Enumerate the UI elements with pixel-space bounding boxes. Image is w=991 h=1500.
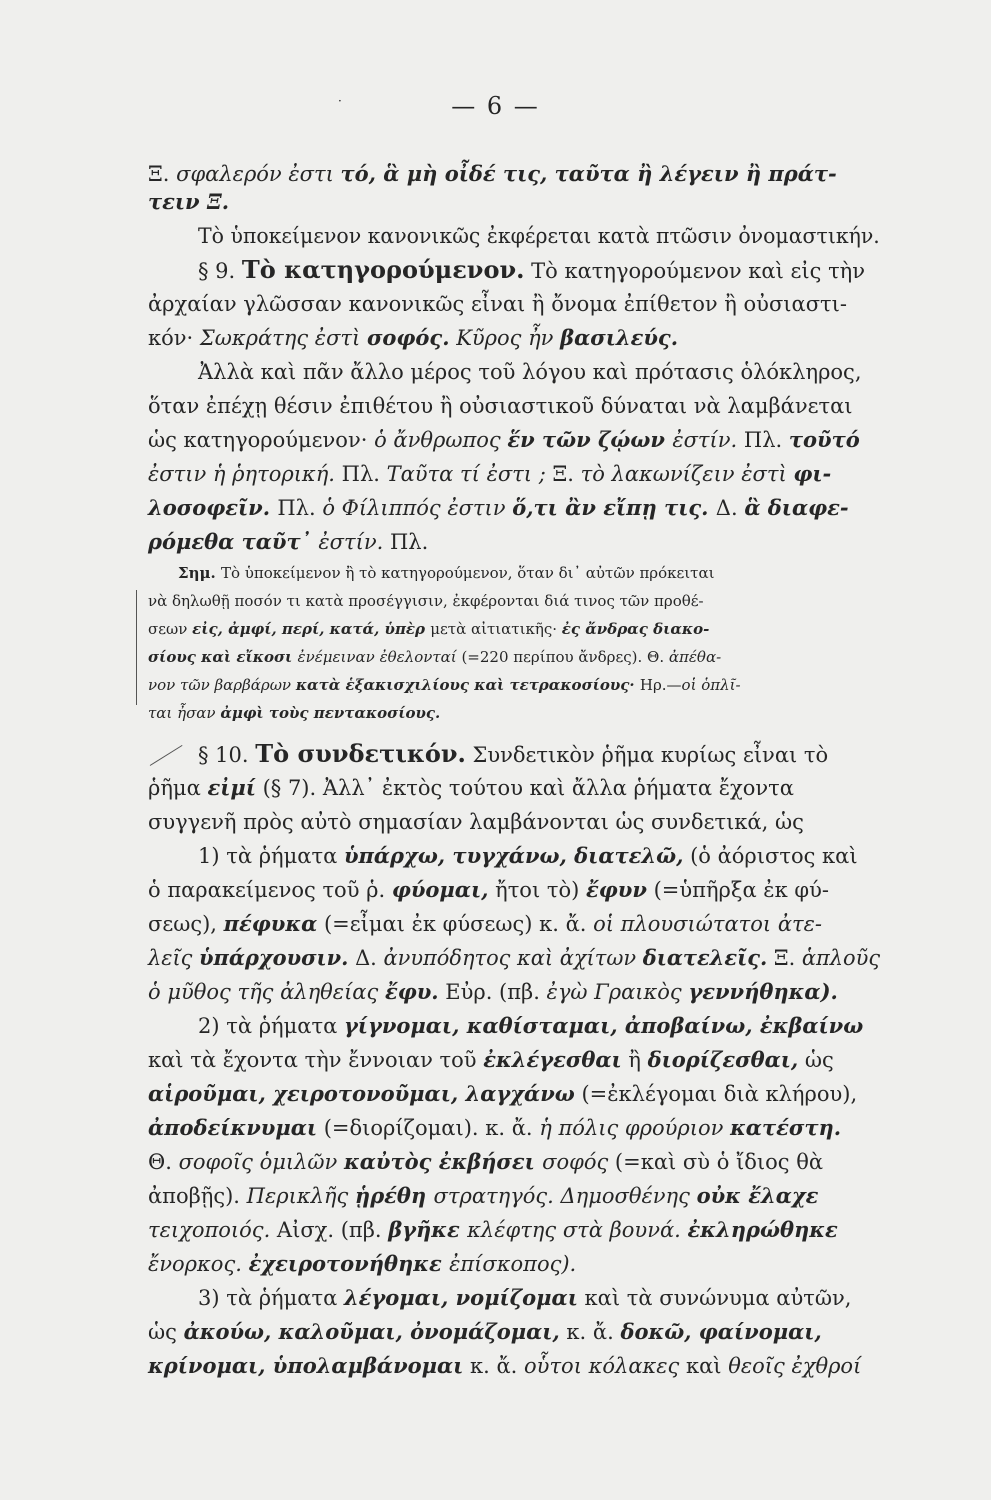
text-line: ὡς κατηγορούμενον· ὁ ἄνθρωπος ἕν τῶν ζῴων ἐστίν. Πλ. τοῦτό	[148, 427, 860, 452]
text-line: κρίνομαι, ὑπολαμβάνομαι κ. ἄ. οὗτοι κόλακες καὶ θεοῖς ἐχθροί	[148, 1353, 862, 1378]
note-line: Σημ. Τὸ ὑποκείμενον ἢ τὸ κατηγορούμενον, ὅταν δι᾽ αὐτῶν πρόκειται	[178, 564, 715, 582]
text-line: λοσοφεῖν. Πλ. ὁ Φίλιππός ἐστιν ὅ,τι ἂν εἴπῃ τις. Δ. ἃ διαφε-	[148, 495, 849, 520]
text-line: αἱροῦμαι, χειροτονοῦμαι, λαγχάνω (=ἐκλέγομαι διὰ κλήρου),	[148, 1081, 858, 1106]
text-line: ὁ παρακείμενος τοῦ ῥ. φύομαι, ἤτοι τὸ) ἔφυν (=ὑπῆρξα ἐκ φύ-	[148, 877, 829, 902]
text-line: ὁ μῦθος τῆς ἀληθείας ἔφυ. Εὐρ. (πβ. ἐγὼ Γραικὸς γεννήθηκα).	[148, 979, 838, 1004]
text-line: ἀρχαίαν γλῶσσαν κανονικῶς εἶναι ἢ ὄνομα ἐπίθετον ἢ οὐσιαστι-	[148, 292, 847, 316]
text-line: Τὸ ὑποκείμενον κανονικῶς ἐκφέρεται κατὰ πτῶσιν ὀνομαστικήν.	[198, 224, 880, 248]
text-line: Ξ. σφαλερόν ἐστι τό, ἃ μὴ οἶδέ τις, ταῦτα ἢ λέγειν ἢ πράτ-	[148, 161, 837, 186]
text-line: ἐστιν ἡ ῥητορική. Πλ. Ταῦτα τί ἐστι ; Ξ. τὸ λακωνίζειν ἐστὶ φι-	[148, 461, 832, 486]
text-line: ἀποβῇς). Περικλῆς ᾑρέθη στρατηγός. Δημοσθένης οὐκ ἔλαχε	[148, 1183, 819, 1208]
text-line: 3) τὰ ῥήματα λέγομαι, νομίζομαι καὶ τὰ συνώνυμα αὐτῶν,	[198, 1285, 852, 1310]
page-number: — 6 —	[451, 92, 540, 120]
text-line: συγγενῆ πρὸς αὐτὸ σημασίαν λαμβάνονται ὡς συνδετικά, ὡς	[148, 810, 804, 834]
page-dot: ·	[338, 94, 342, 108]
note-line: νον τῶν βαρβάρων κατὰ ἑξακισχιλίους καὶ τετρακοσίους· Ηρ.—οἱ ὁπλῖ-	[148, 676, 741, 694]
note-line: σεων εἰς, ἀμφί, περί, κατά, ὑπὲρ μετὰ αἰτιατικῆς· ἐς ἄνδρας διακο-	[148, 620, 710, 638]
text-line: 1) τὰ ῥήματα ὑπάρχω, τυγχάνω, διατελῶ, (ὁ ἀόριστος καὶ	[198, 843, 858, 868]
text-line: τειχοποιός. Αἰσχ. (πβ. βγῆκε κλέφτης στὰ βουνά. ἐκληρώθηκε	[148, 1217, 838, 1242]
margin-mark	[136, 590, 137, 705]
section-heading-9: § 9. Τὸ κατηγορούμενον. Τὸ κατηγορούμενον καὶ εἰς τὴν	[198, 255, 866, 284]
text-line: ἀποδείκνυμαι (=διορίζομαι). κ. ἄ. ἡ πόλις φρούριον κατέστη.	[148, 1115, 842, 1140]
text-line: ρόμεθα ταῦτ᾽ ἐστίν. Πλ.	[148, 529, 429, 554]
text-line: ῥῆμα εἰμί (§ 7). Ἀλλ᾽ ἐκτὸς τούτου καὶ ἄλλα ῥήματα ἔχοντα	[148, 775, 794, 800]
text-line: σεως), πέφυκα (=εἶμαι ἐκ φύσεως) κ. ἄ. οἱ πλουσιώτατοι ἀτε-	[148, 911, 823, 936]
text-line: λεῖς ὑπάρχουσιν. Δ. ἀνυπόδητος καὶ ἀχίτων διατελεῖς. Ξ. ἁπλοῦς	[148, 945, 881, 970]
note-line: νὰ δηλωθῇ ποσόν τι κατὰ προσέγγισιν, ἐκφέρονται διά τινος τῶν προθέ-	[148, 592, 704, 610]
text-line: Θ. σοφοῖς ὁμιλῶν καὐτὸς ἐκβήσει σοφός (=καὶ σὺ ὁ ἴδιος θὰ	[148, 1149, 824, 1174]
text-line: ὅταν ἐπέχῃ θέσιν ἐπιθέτου ἢ οὐσιαστικοῦ δύναται νὰ λαμβάνεται	[148, 394, 853, 418]
note-line: σίους καὶ εἴκοσι ἐνέμειναν ἐθελονταί (=220 περίπου ἄνδρες). Θ. ἀπέθα-	[148, 648, 722, 666]
text-line: ὡς ἀκούω, καλοῦμαι, ὀνομάζομαι, κ. ἄ. δοκῶ, φαίνομαι,	[148, 1319, 822, 1344]
section-heading-10: § 10. Τὸ συνδετικόν. Συνδετικὸν ῥῆμα κυρίως εἶναι τὸ	[198, 739, 829, 768]
text-line: κόν· Σωκράτης ἐστὶ σοφός. Κῦρος ἦν βασιλεύς.	[148, 325, 679, 350]
note-line: ται ἦσαν ἀμφὶ τοὺς πεντακοσίους.	[148, 704, 441, 722]
text-line: 2) τὰ ῥήματα γίγνομαι, καθίσταμαι, ἀποβαίνω, ἐκβαίνω	[198, 1013, 864, 1038]
text-line: Ἀλλὰ καὶ πᾶν ἄλλο μέρος τοῦ λόγου καὶ πρότασις ὁλόκληρος,	[198, 360, 862, 384]
text-line: καὶ τὰ ἔχοντα τὴν ἔννοιαν τοῦ ἐκλέγεσθαι ἢ διορίζεσθαι, ὡς	[148, 1047, 834, 1072]
text-line: τειν Ξ.	[148, 189, 230, 214]
text-line: ἔνορκος. ἐχειροτονήθηκε ἐπίσκοπος).	[148, 1251, 577, 1276]
margin-tick	[150, 745, 183, 766]
